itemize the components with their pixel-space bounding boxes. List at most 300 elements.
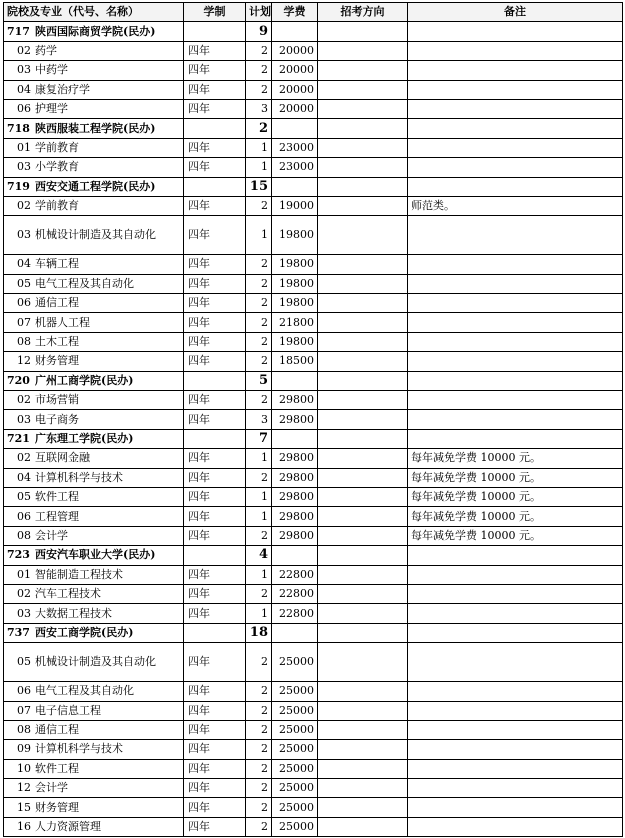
major-name-cell (4, 701, 184, 720)
major-note (408, 779, 623, 798)
major-plan: 1 (246, 604, 272, 623)
major-plan: 2 (246, 313, 272, 332)
school-name: 西安汽车职业大学(民办) (35, 548, 156, 562)
note-cell (408, 22, 623, 41)
major-plan: 1 (246, 138, 272, 157)
major-name: 市场营销 (35, 393, 79, 407)
major-note: 每年减免学费 10000 元。 (408, 487, 623, 506)
major-row (4, 61, 623, 80)
major-fee: 25000 (272, 720, 318, 739)
direction-cell (318, 255, 408, 274)
fee-cell (272, 22, 318, 41)
major-code: 08 (17, 723, 31, 737)
major-plan: 1 (246, 216, 272, 255)
major-fee: 19800 (272, 216, 318, 255)
major-name-cell (4, 487, 184, 506)
major-plan: 2 (246, 352, 272, 371)
school-name: 西安工商学院(民办) (35, 625, 134, 639)
major-note (408, 759, 623, 778)
major-name: 药学 (35, 43, 57, 57)
major-row (4, 565, 623, 584)
major-name-cell (4, 507, 184, 526)
system-cell (184, 177, 246, 196)
major-name: 智能制造工程技术 (35, 567, 123, 581)
header-plan: 计划 (246, 3, 272, 22)
direction-cell (318, 158, 408, 177)
major-name: 会计学 (35, 528, 68, 542)
major-code: 04 (17, 257, 31, 271)
major-name-cell (4, 274, 184, 293)
major-system: 四年 (184, 487, 246, 506)
major-code: 06 (17, 102, 31, 116)
major-fee: 20000 (272, 99, 318, 118)
major-system: 四年 (184, 274, 246, 293)
major-row (4, 216, 623, 255)
school-name-cell (4, 429, 184, 448)
major-system: 四年 (184, 332, 246, 351)
major-row (4, 255, 623, 274)
school-name-cell (4, 119, 184, 138)
direction-cell (318, 99, 408, 118)
direction-cell (318, 720, 408, 739)
major-row (4, 449, 623, 468)
major-row (4, 779, 623, 798)
major-plan: 2 (246, 740, 272, 759)
major-code: 02 (17, 393, 31, 407)
direction-cell (318, 371, 408, 390)
major-row (4, 158, 623, 177)
note-cell (408, 371, 623, 390)
major-row (4, 391, 623, 410)
major-system: 四年 (184, 158, 246, 177)
major-row (4, 507, 623, 526)
direction-cell (318, 468, 408, 487)
major-note (408, 61, 623, 80)
major-system: 四年 (184, 701, 246, 720)
major-plan: 1 (246, 487, 272, 506)
major-note (408, 313, 623, 332)
school-name-cell (4, 546, 184, 565)
major-name: 财务管理 (35, 800, 79, 814)
major-system: 四年 (184, 410, 246, 429)
major-name: 学前教育 (35, 199, 79, 213)
major-row (4, 41, 623, 60)
major-name-cell (4, 798, 184, 817)
major-code: 04 (17, 82, 31, 96)
major-fee: 19800 (272, 274, 318, 293)
major-name: 汽车工程技术 (35, 587, 101, 601)
major-note (408, 604, 623, 623)
major-system: 四年 (184, 449, 246, 468)
school-name-cell (4, 371, 184, 390)
major-fee: 25000 (272, 701, 318, 720)
major-system: 四年 (184, 682, 246, 701)
major-note (408, 740, 623, 759)
major-name-cell (4, 526, 184, 545)
direction-cell (318, 798, 408, 817)
major-name-cell (4, 196, 184, 215)
major-plan: 2 (246, 61, 272, 80)
major-name-cell (4, 779, 184, 798)
major-note: 师范类。 (408, 196, 623, 215)
major-code: 16 (17, 820, 31, 834)
major-fee: 29800 (272, 449, 318, 468)
major-fee: 29800 (272, 507, 318, 526)
major-code: 05 (17, 276, 31, 290)
major-name-cell (4, 643, 184, 682)
major-name: 软件工程 (35, 761, 79, 775)
direction-cell (318, 119, 408, 138)
school-row (4, 22, 623, 41)
major-fee: 19800 (272, 294, 318, 313)
major-code: 01 (17, 567, 31, 581)
major-name: 财务管理 (35, 354, 79, 368)
major-plan: 2 (246, 526, 272, 545)
major-fee: 22800 (272, 604, 318, 623)
major-note (408, 798, 623, 817)
major-fee: 19800 (272, 255, 318, 274)
major-row (4, 313, 623, 332)
school-plan: 5 (246, 371, 272, 390)
major-name: 人力资源管理 (35, 820, 101, 834)
major-plan: 1 (246, 158, 272, 177)
header-note: 备注 (408, 3, 623, 22)
major-code: 09 (17, 742, 31, 756)
school-code: 720 (7, 373, 30, 387)
major-plan: 2 (246, 332, 272, 351)
major-row (4, 332, 623, 351)
major-plan: 2 (246, 41, 272, 60)
major-note (408, 584, 623, 603)
direction-cell (318, 429, 408, 448)
school-name: 陕西国际商贸学院(民办) (35, 24, 156, 38)
major-note (408, 41, 623, 60)
major-plan: 2 (246, 643, 272, 682)
major-code: 12 (17, 354, 31, 368)
major-name-cell (4, 391, 184, 410)
major-plan: 2 (246, 468, 272, 487)
major-system: 四年 (184, 313, 246, 332)
fee-cell (272, 371, 318, 390)
major-system: 四年 (184, 565, 246, 584)
major-name: 软件工程 (35, 490, 79, 504)
school-plan: 4 (246, 546, 272, 565)
major-note (408, 643, 623, 682)
major-name-cell (4, 61, 184, 80)
major-code: 06 (17, 684, 31, 698)
major-plan: 2 (246, 274, 272, 293)
major-plan: 2 (246, 720, 272, 739)
major-code: 05 (17, 490, 31, 504)
major-note (408, 99, 623, 118)
major-code: 07 (17, 315, 31, 329)
major-system: 四年 (184, 216, 246, 255)
major-name-cell (4, 332, 184, 351)
major-code: 03 (17, 63, 31, 77)
major-name: 通信工程 (35, 296, 79, 310)
major-system: 四年 (184, 138, 246, 157)
major-fee: 19800 (272, 332, 318, 351)
major-plan: 2 (246, 798, 272, 817)
major-code: 02 (17, 43, 31, 57)
major-code: 01 (17, 140, 31, 154)
direction-cell (318, 701, 408, 720)
note-cell (408, 429, 623, 448)
major-note (408, 332, 623, 351)
major-code: 02 (17, 199, 31, 213)
school-row (4, 119, 623, 138)
school-name: 广州工商学院(民办) (35, 373, 134, 387)
major-name: 康复治疗学 (35, 82, 90, 96)
major-row (4, 196, 623, 215)
major-plan: 2 (246, 759, 272, 778)
major-row (4, 682, 623, 701)
major-plan: 2 (246, 196, 272, 215)
major-name: 电气工程及其自动化 (35, 276, 134, 290)
header-system: 学制 (184, 3, 246, 22)
major-note (408, 274, 623, 293)
direction-cell (318, 216, 408, 255)
system-cell (184, 119, 246, 138)
direction-cell (318, 41, 408, 60)
major-name-cell (4, 449, 184, 468)
school-row (4, 177, 623, 196)
major-plan: 3 (246, 99, 272, 118)
school-plan: 9 (246, 22, 272, 41)
major-note (408, 80, 623, 99)
major-name-cell (4, 604, 184, 623)
major-name-cell (4, 720, 184, 739)
major-row (4, 138, 623, 157)
major-name-cell (4, 80, 184, 99)
direction-cell (318, 565, 408, 584)
direction-cell (318, 22, 408, 41)
major-fee: 29800 (272, 487, 318, 506)
major-name-cell (4, 817, 184, 836)
major-fee: 25000 (272, 759, 318, 778)
major-name-cell (4, 99, 184, 118)
direction-cell (318, 682, 408, 701)
note-cell (408, 546, 623, 565)
major-name: 大数据工程技术 (35, 606, 112, 620)
school-row (4, 371, 623, 390)
major-name-cell (4, 759, 184, 778)
major-system: 四年 (184, 604, 246, 623)
school-name-cell (4, 177, 184, 196)
school-name-cell (4, 623, 184, 642)
school-name: 西安交通工程学院(民办) (35, 179, 156, 193)
school-name: 陕西服装工程学院(民办) (35, 121, 156, 135)
major-fee: 29800 (272, 410, 318, 429)
major-name-cell (4, 41, 184, 60)
major-row (4, 701, 623, 720)
direction-cell (318, 294, 408, 313)
major-name-cell (4, 410, 184, 429)
major-system: 四年 (184, 643, 246, 682)
school-plan: 2 (246, 119, 272, 138)
major-fee: 20000 (272, 41, 318, 60)
major-name: 机器人工程 (35, 315, 90, 329)
major-row (4, 526, 623, 545)
header-fee: 学费 (272, 3, 318, 22)
major-code: 05 (17, 655, 31, 669)
major-fee: 29800 (272, 468, 318, 487)
major-system: 四年 (184, 99, 246, 118)
major-code: 03 (17, 228, 31, 242)
direction-cell (318, 61, 408, 80)
direction-cell (318, 177, 408, 196)
school-code: 719 (7, 179, 30, 193)
major-row (4, 410, 623, 429)
major-code: 08 (17, 528, 31, 542)
major-system: 四年 (184, 740, 246, 759)
direction-cell (318, 449, 408, 468)
direction-cell (318, 313, 408, 332)
major-system: 四年 (184, 526, 246, 545)
major-code: 08 (17, 335, 31, 349)
major-code: 02 (17, 587, 31, 601)
major-fee: 25000 (272, 817, 318, 836)
note-cell (408, 119, 623, 138)
major-code: 10 (17, 761, 31, 775)
major-name-cell (4, 468, 184, 487)
direction-cell (318, 779, 408, 798)
table-header-row (4, 3, 623, 22)
major-note (408, 158, 623, 177)
major-fee: 29800 (272, 526, 318, 545)
major-name: 土木工程 (35, 335, 79, 349)
major-name-cell (4, 313, 184, 332)
major-system: 四年 (184, 294, 246, 313)
major-system: 四年 (184, 720, 246, 739)
major-row (4, 740, 623, 759)
direction-cell (318, 410, 408, 429)
major-plan: 1 (246, 507, 272, 526)
major-name-cell (4, 216, 184, 255)
major-note (408, 294, 623, 313)
major-row (4, 294, 623, 313)
major-code: 04 (17, 470, 31, 484)
fee-cell (272, 623, 318, 642)
major-name: 电子商务 (35, 412, 79, 426)
school-code: 718 (7, 121, 30, 135)
major-note (408, 720, 623, 739)
school-code: 737 (7, 625, 30, 639)
school-code: 717 (7, 24, 30, 38)
fee-cell (272, 119, 318, 138)
school-plan: 15 (246, 177, 272, 196)
direction-cell (318, 332, 408, 351)
major-fee: 25000 (272, 798, 318, 817)
major-name-cell (4, 352, 184, 371)
major-name-cell (4, 294, 184, 313)
major-fee: 20000 (272, 61, 318, 80)
major-note: 每年减免学费 10000 元。 (408, 507, 623, 526)
major-row (4, 798, 623, 817)
major-system: 四年 (184, 196, 246, 215)
major-system: 四年 (184, 584, 246, 603)
direction-cell (318, 526, 408, 545)
major-plan: 2 (246, 294, 272, 313)
major-name: 小学教育 (35, 160, 79, 174)
system-cell (184, 429, 246, 448)
direction-cell (318, 352, 408, 371)
major-name: 电子信息工程 (35, 703, 101, 717)
major-name: 工程管理 (35, 509, 79, 523)
major-note (408, 817, 623, 836)
major-fee: 18500 (272, 352, 318, 371)
direction-cell (318, 80, 408, 99)
major-note (408, 565, 623, 584)
major-plan: 2 (246, 779, 272, 798)
major-fee: 21800 (272, 313, 318, 332)
major-name-cell (4, 138, 184, 157)
direction-cell (318, 138, 408, 157)
major-system: 四年 (184, 80, 246, 99)
major-name: 中药学 (35, 63, 68, 77)
major-row (4, 352, 623, 371)
major-note (408, 138, 623, 157)
major-row (4, 487, 623, 506)
major-note: 每年减免学费 10000 元。 (408, 449, 623, 468)
major-code: 03 (17, 412, 31, 426)
major-name-cell (4, 255, 184, 274)
school-plan: 18 (246, 623, 272, 642)
note-cell (408, 177, 623, 196)
major-code: 15 (17, 800, 31, 814)
direction-cell (318, 817, 408, 836)
major-fee: 22800 (272, 565, 318, 584)
system-cell (184, 371, 246, 390)
major-system: 四年 (184, 779, 246, 798)
major-fee: 25000 (272, 740, 318, 759)
school-name-cell (4, 22, 184, 41)
major-note: 每年减免学费 10000 元。 (408, 526, 623, 545)
header-name: 院校及专业（代号、名称） (4, 3, 184, 22)
major-plan: 3 (246, 410, 272, 429)
major-note (408, 391, 623, 410)
major-note (408, 410, 623, 429)
major-row (4, 99, 623, 118)
major-name: 通信工程 (35, 723, 79, 737)
major-code: 03 (17, 606, 31, 620)
direction-cell (318, 623, 408, 642)
major-fee: 25000 (272, 682, 318, 701)
major-name: 机械设计制造及其自动化 (35, 655, 156, 669)
major-note (408, 255, 623, 274)
major-fee: 23000 (272, 138, 318, 157)
major-plan: 2 (246, 584, 272, 603)
major-plan: 2 (246, 255, 272, 274)
major-system: 四年 (184, 507, 246, 526)
school-plan: 7 (246, 429, 272, 448)
major-system: 四年 (184, 255, 246, 274)
major-row (4, 817, 623, 836)
major-fee: 25000 (272, 643, 318, 682)
school-row (4, 623, 623, 642)
direction-cell (318, 604, 408, 623)
major-row (4, 274, 623, 293)
major-code: 12 (17, 781, 31, 795)
major-plan: 1 (246, 449, 272, 468)
school-code: 723 (7, 548, 30, 562)
note-cell (408, 623, 623, 642)
major-plan: 2 (246, 682, 272, 701)
fee-cell (272, 429, 318, 448)
major-note (408, 682, 623, 701)
major-plan: 1 (246, 565, 272, 584)
major-fee: 29800 (272, 391, 318, 410)
